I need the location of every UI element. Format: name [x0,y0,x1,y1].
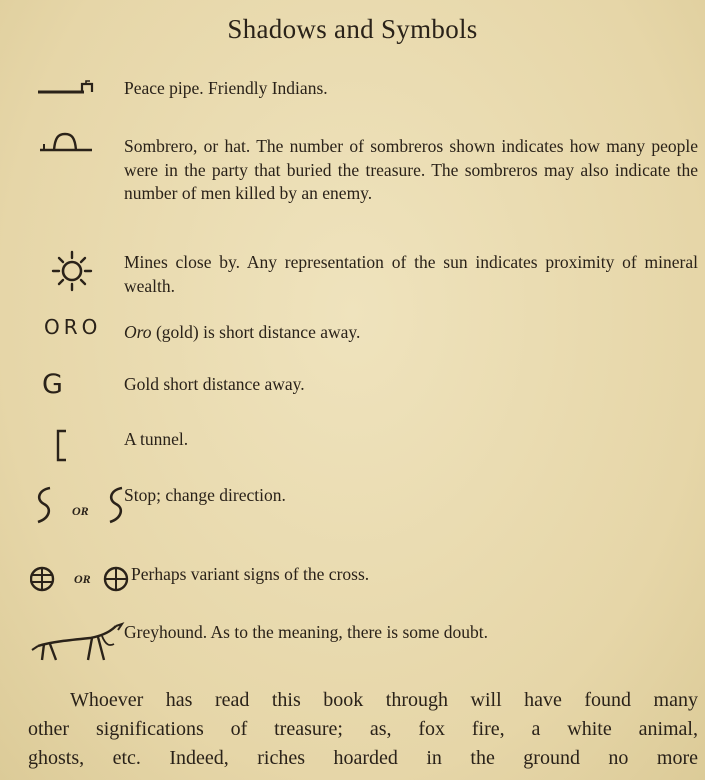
peace-pipe-icon [30,78,125,100]
symbol-description-stop: Stop; change direction. [124,485,286,505]
g-icon: G [42,369,63,400]
symbol-description-g: Gold short distance away. [124,374,305,394]
or-label-cross: OR [74,572,91,586]
symbol-description-greyhound: Greyhound. As to the meaning, there is some doubt. [124,622,489,642]
paragraph-line-3: ghosts, etc. Indeed, riches hoarded in the ground no more [28,747,698,769]
paragraph-line-2: other significations of treasure; as, fox fire, a white animal, [28,718,698,740]
symbol-description-oro [124,321,698,345]
closing-paragraph [28,686,698,773]
page-title: Shadows and Symbols [227,14,478,44]
oro-description-text: (gold) is short distance away. [151,322,361,342]
tunnel-icon [30,428,125,464]
sun-icon [30,248,125,294]
symbol-description-sun: Mines close by. Any representation of the sun indicates proximity of mineral wealth. [124,252,698,296]
symbol-description-cross: Perhaps variant signs of the cross. [131,564,370,584]
or-label-snake: OR [72,504,89,518]
oro-icon: ORO [44,315,102,339]
snake-icon [30,482,125,532]
symbol-description-sombrero: Sombrero, or hat. The number of sombreros shown indicates how many people were in the party that buried the treasure. The sombreros may also indicate the number of men killed by an enemy. [124,136,698,203]
symbol-description-peace-pipe: Peace pipe. Friendly Indians. [124,78,328,98]
paragraph-line-1: Whoever has read this book through will have found many [70,689,698,711]
cross-circle-icon [30,562,130,596]
greyhound-icon [30,616,130,666]
oro-italic-word: Oro [124,322,152,342]
sombrero-icon [30,128,125,154]
symbol-description-tunnel: A tunnel. [124,429,189,449]
